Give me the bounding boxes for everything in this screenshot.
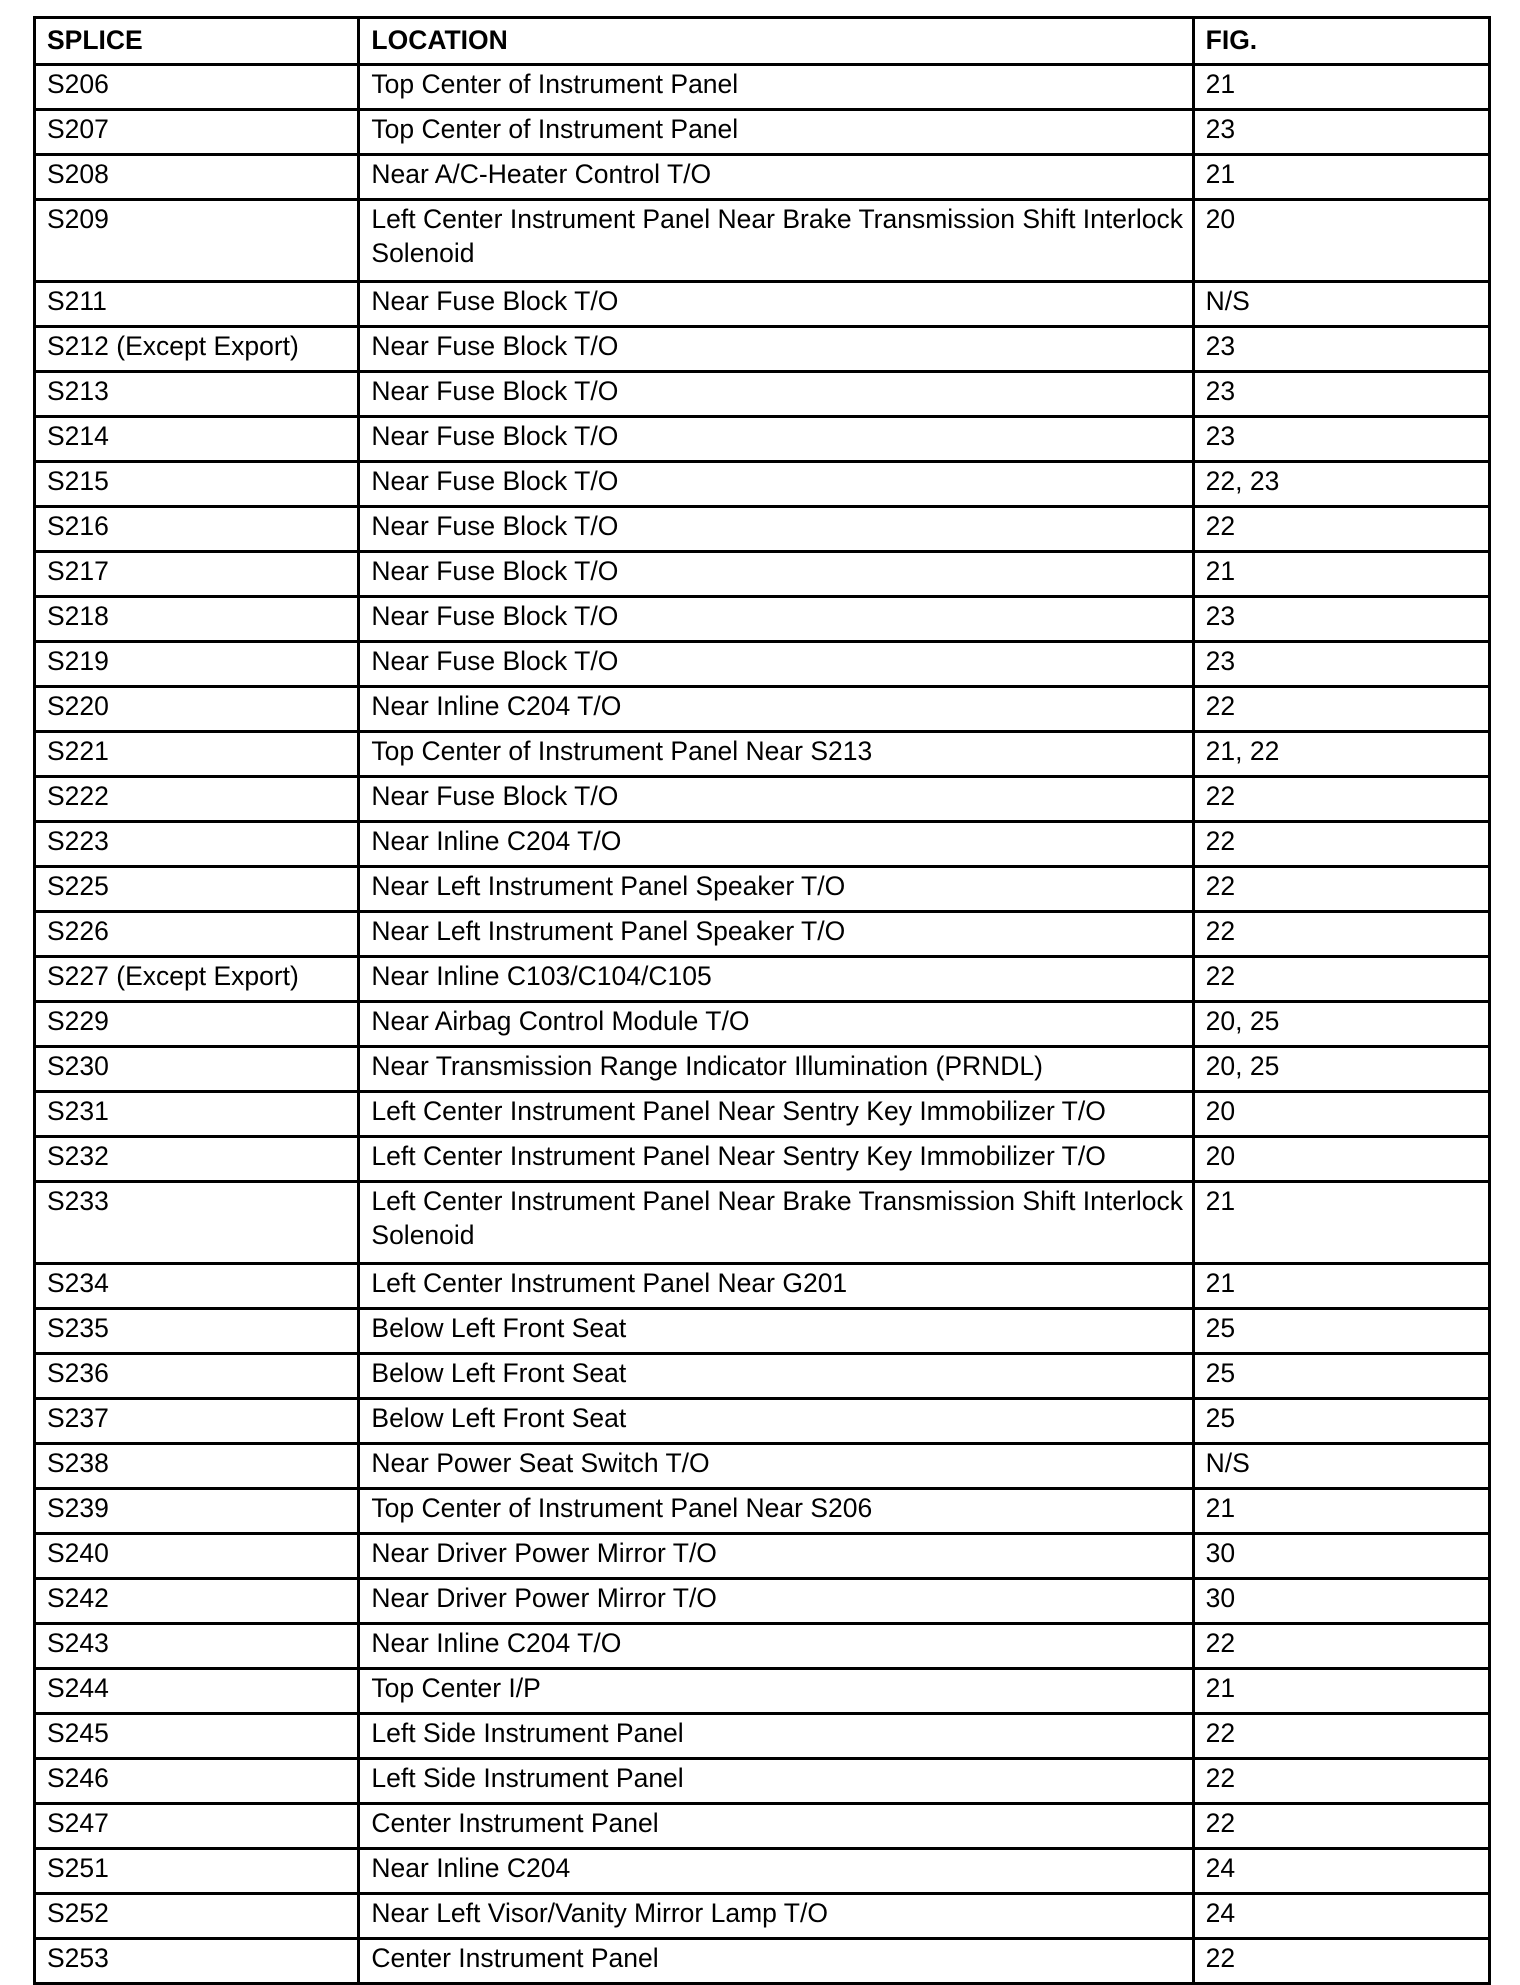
location-cell: Left Center Instrument Panel Near Brake Transmission Shift Interlock Solenoid (359, 200, 1193, 282)
splice-cell: S235 (35, 1309, 359, 1354)
fig-cell: 22 (1193, 1714, 1489, 1759)
location-cell: Below Left Front Seat (359, 1354, 1193, 1399)
table-row (35, 777, 1490, 822)
location-cell: Near Inline C204 T/O (359, 822, 1193, 867)
fig-cell: 22 (1193, 822, 1489, 867)
location-cell: Top Center of Instrument Panel (359, 110, 1193, 155)
splice-cell: S206 (35, 65, 359, 110)
fig-cell: 30 (1193, 1534, 1489, 1579)
table-row (35, 687, 1490, 732)
fig-cell: 22 (1193, 1804, 1489, 1849)
splice-cell: S227 (Except Export) (35, 957, 359, 1002)
splice-cell: S247 (35, 1804, 359, 1849)
fig-cell: 21 (1193, 1182, 1489, 1264)
table-row (35, 1939, 1490, 1984)
splice-cell: S211 (35, 282, 359, 327)
splice-cell: S240 (35, 1534, 359, 1579)
fig-cell: 25 (1193, 1309, 1489, 1354)
table-row (35, 1669, 1490, 1714)
fig-cell: 22 (1193, 507, 1489, 552)
table-row (35, 200, 1490, 282)
splice-cell: S246 (35, 1759, 359, 1804)
table-row (35, 507, 1490, 552)
table-row (35, 372, 1490, 417)
header-fig: FIG. (1193, 18, 1489, 65)
location-cell: Center Instrument Panel (359, 1804, 1193, 1849)
splice-cell: S252 (35, 1894, 359, 1939)
splice-cell: S212 (Except Export) (35, 327, 359, 372)
splice-cell: S207 (35, 110, 359, 155)
fig-cell: 21 (1193, 1669, 1489, 1714)
splice-cell: S217 (35, 552, 359, 597)
location-cell: Near Transmission Range Indicator Illumination (PRNDL) (359, 1047, 1193, 1092)
location-cell: Near Inline C103/C104/C105 (359, 957, 1193, 1002)
location-cell: Near Airbag Control Module T/O (359, 1002, 1193, 1047)
table-row (35, 957, 1490, 1002)
location-cell: Near Inline C204 T/O (359, 687, 1193, 732)
table-row (35, 1579, 1490, 1624)
fig-cell: 22 (1193, 687, 1489, 732)
location-cell: Near Fuse Block T/O (359, 372, 1193, 417)
splice-cell: S214 (35, 417, 359, 462)
location-cell: Near Driver Power Mirror T/O (359, 1534, 1193, 1579)
table-row (35, 1137, 1490, 1182)
fig-cell: 22 (1193, 1624, 1489, 1669)
fig-cell: 23 (1193, 417, 1489, 462)
location-cell: Top Center of Instrument Panel Near S213 (359, 732, 1193, 777)
table-row (35, 1264, 1490, 1309)
location-cell: Below Left Front Seat (359, 1309, 1193, 1354)
table-row (35, 1894, 1490, 1939)
table-row (35, 1714, 1490, 1759)
location-cell: Near Fuse Block T/O (359, 327, 1193, 372)
table-row (35, 282, 1490, 327)
location-cell: Top Center of Instrument Panel (359, 65, 1193, 110)
header-location: LOCATION (359, 18, 1193, 65)
fig-cell: 21 (1193, 552, 1489, 597)
table-row (35, 1849, 1490, 1894)
fig-cell: 23 (1193, 110, 1489, 155)
table-row (35, 155, 1490, 200)
location-cell: Near Fuse Block T/O (359, 417, 1193, 462)
splice-cell: S253 (35, 1939, 359, 1984)
location-cell: Left Center Instrument Panel Near G201 (359, 1264, 1193, 1309)
fig-cell: 22 (1193, 1759, 1489, 1804)
splice-cell: S231 (35, 1092, 359, 1137)
table-row (35, 110, 1490, 155)
splice-cell: S213 (35, 372, 359, 417)
location-cell: Near Fuse Block T/O (359, 597, 1193, 642)
fig-cell: 22 (1193, 912, 1489, 957)
table-row (35, 822, 1490, 867)
location-cell: Near Driver Power Mirror T/O (359, 1579, 1193, 1624)
table-row (35, 1182, 1490, 1264)
location-cell: Near Fuse Block T/O (359, 642, 1193, 687)
splice-cell: S243 (35, 1624, 359, 1669)
splice-location-table (33, 16, 1491, 1985)
splice-cell: S230 (35, 1047, 359, 1092)
fig-cell: 23 (1193, 372, 1489, 417)
location-cell: Top Center of Instrument Panel Near S206 (359, 1489, 1193, 1534)
location-cell: Left Side Instrument Panel (359, 1759, 1193, 1804)
fig-cell: 20 (1193, 200, 1489, 282)
splice-cell: S233 (35, 1182, 359, 1264)
table-row (35, 1047, 1490, 1092)
table-row (35, 552, 1490, 597)
splice-cell: S225 (35, 867, 359, 912)
fig-cell: 23 (1193, 597, 1489, 642)
splice-cell: S222 (35, 777, 359, 822)
location-cell: Center Instrument Panel (359, 1939, 1193, 1984)
splice-cell: S223 (35, 822, 359, 867)
location-cell: Near Left Instrument Panel Speaker T/O (359, 867, 1193, 912)
table-row (35, 1399, 1490, 1444)
header-splice: SPLICE (35, 18, 359, 65)
fig-cell: 25 (1193, 1399, 1489, 1444)
table-row (35, 1804, 1490, 1849)
splice-cell: S238 (35, 1444, 359, 1489)
location-cell: Near Fuse Block T/O (359, 552, 1193, 597)
table-row (35, 912, 1490, 957)
splice-cell: S220 (35, 687, 359, 732)
splice-cell: S219 (35, 642, 359, 687)
location-cell: Below Left Front Seat (359, 1399, 1193, 1444)
splice-cell: S245 (35, 1714, 359, 1759)
table-row (35, 732, 1490, 777)
fig-cell: 21, 22 (1193, 732, 1489, 777)
fig-cell: 21 (1193, 1489, 1489, 1534)
location-cell: Near Fuse Block T/O (359, 462, 1193, 507)
location-cell: Left Center Instrument Panel Near Brake Transmission Shift Interlock Solenoid (359, 1182, 1193, 1264)
location-cell: Near Inline C204 T/O (359, 1624, 1193, 1669)
fig-cell: 22 (1193, 867, 1489, 912)
fig-cell: 22 (1193, 957, 1489, 1002)
fig-cell: 30 (1193, 1579, 1489, 1624)
splice-cell: S232 (35, 1137, 359, 1182)
location-cell: Near Fuse Block T/O (359, 507, 1193, 552)
location-cell: Near Left Instrument Panel Speaker T/O (359, 912, 1193, 957)
splice-cell: S218 (35, 597, 359, 642)
fig-cell: 20 (1193, 1137, 1489, 1182)
table-row (35, 65, 1490, 110)
fig-cell: 25 (1193, 1354, 1489, 1399)
fig-cell: 20, 25 (1193, 1047, 1489, 1092)
splice-cell: S221 (35, 732, 359, 777)
splice-cell: S239 (35, 1489, 359, 1534)
fig-cell: 21 (1193, 155, 1489, 200)
table-row (35, 1092, 1490, 1137)
splice-cell: S208 (35, 155, 359, 200)
fig-cell: 24 (1193, 1894, 1489, 1939)
table-row (35, 1444, 1490, 1489)
fig-cell: N/S (1193, 1444, 1489, 1489)
splice-cell: S244 (35, 1669, 359, 1714)
table-row (35, 1759, 1490, 1804)
table-row (35, 1354, 1490, 1399)
table-row (35, 642, 1490, 687)
fig-cell: 22 (1193, 1939, 1489, 1984)
location-cell: Near Power Seat Switch T/O (359, 1444, 1193, 1489)
location-cell: Left Center Instrument Panel Near Sentry Key Immobilizer T/O (359, 1092, 1193, 1137)
splice-cell: S251 (35, 1849, 359, 1894)
fig-cell: 21 (1193, 1264, 1489, 1309)
splice-cell: S236 (35, 1354, 359, 1399)
fig-cell: N/S (1193, 282, 1489, 327)
location-cell: Near Fuse Block T/O (359, 282, 1193, 327)
fig-cell: 23 (1193, 642, 1489, 687)
splice-cell: S229 (35, 1002, 359, 1047)
fig-cell: 23 (1193, 327, 1489, 372)
location-cell: Near Fuse Block T/O (359, 777, 1193, 822)
header-row (35, 18, 1490, 65)
table-row (35, 867, 1490, 912)
splice-cell: S226 (35, 912, 359, 957)
splice-cell: S242 (35, 1579, 359, 1624)
table-row (35, 462, 1490, 507)
fig-cell: 20 (1193, 1092, 1489, 1137)
splice-cell: S237 (35, 1399, 359, 1444)
fig-cell: 22 (1193, 777, 1489, 822)
table-row (35, 597, 1490, 642)
table-row (35, 1309, 1490, 1354)
table-row (35, 1489, 1490, 1534)
table-row (35, 327, 1490, 372)
fig-cell: 22, 23 (1193, 462, 1489, 507)
fig-cell: 24 (1193, 1849, 1489, 1894)
splice-cell: S234 (35, 1264, 359, 1309)
location-cell: Near Left Visor/Vanity Mirror Lamp T/O (359, 1894, 1193, 1939)
table-row (35, 1002, 1490, 1047)
splice-cell: S209 (35, 200, 359, 282)
table-row (35, 1534, 1490, 1579)
location-cell: Near Inline C204 (359, 1849, 1193, 1894)
fig-cell: 20, 25 (1193, 1002, 1489, 1047)
splice-cell: S215 (35, 462, 359, 507)
splice-cell: S216 (35, 507, 359, 552)
location-cell: Top Center I/P (359, 1669, 1193, 1714)
location-cell: Near A/C-Heater Control T/O (359, 155, 1193, 200)
location-cell: Left Side Instrument Panel (359, 1714, 1193, 1759)
table-row (35, 1624, 1490, 1669)
location-cell: Left Center Instrument Panel Near Sentry Key Immobilizer T/O (359, 1137, 1193, 1182)
fig-cell: 21 (1193, 65, 1489, 110)
table-row (35, 417, 1490, 462)
